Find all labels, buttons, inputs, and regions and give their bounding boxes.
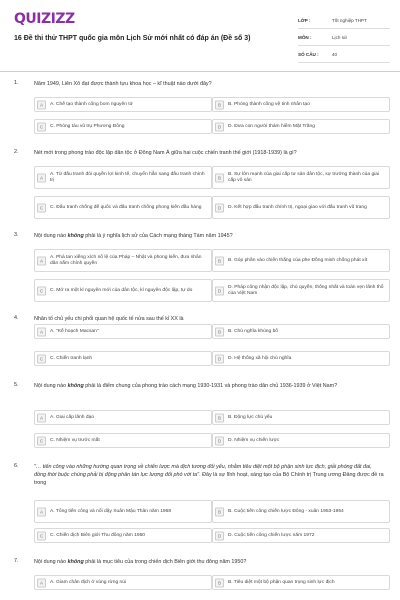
question-number: 4. [14, 315, 19, 321]
option-text: B. Góp phần vào chiến thắng của phe Đồng minh chống phát xít [228, 257, 368, 263]
option-letter-box: B [215, 173, 224, 182]
option-letter-box: B [215, 413, 224, 422]
option-letter-box: C [37, 122, 46, 131]
question-number: 6. [14, 463, 19, 469]
answer-option-c[interactable] [34, 351, 212, 366]
option-letter-box: A [37, 256, 46, 265]
option-text: A. Giai cấp lãnh đạo [50, 414, 95, 420]
option-text: A. Phá tan xiềng xích nô lệ của Pháp – Nhật và phong kiến, đưa nhân dân nắm chính quyền [50, 254, 202, 266]
option-text: B. Tiêu diệt một bộ phận quan trọng sinh lực địch [228, 579, 335, 585]
option-letter-box: D [215, 203, 224, 212]
meta-row-class [298, 12, 390, 29]
quizizz-logo: QUIZIZZ [14, 11, 75, 27]
answer-option-a[interactable] [34, 324, 212, 339]
option-letter-box: D [215, 122, 224, 131]
answer-option-c[interactable] [34, 279, 212, 302]
option-letter-box: A [37, 100, 46, 109]
option-text: A. Chế tạo thành công bom nguyên tử [50, 101, 133, 107]
answer-option-b[interactable] [212, 97, 390, 112]
answer-option-d[interactable] [212, 433, 390, 448]
meta-key: SỐ CÂU : [298, 51, 319, 57]
option-text: A. Từ đấu tranh đòi quyền lợi kinh tế, chuyển hẳn sang đấu tranh chính trị [50, 171, 205, 183]
question-number: 3. [14, 232, 19, 238]
option-text: B. Sự lớn mạnh của giai cấp tư sản dân tộc, sự trưởng thành của giai cấp vô sản [228, 171, 380, 183]
option-text: D. Hệ thống xã hội chủ nghĩa [228, 355, 292, 361]
option-letter-box: D [215, 531, 224, 540]
option-letter-box: D [215, 354, 224, 363]
meta-table [298, 12, 390, 63]
option-text: A. Tổng tiến công và nổi dậy Xuân Mậu Thân năm 1968 [50, 508, 172, 514]
answer-option-c[interactable] [34, 433, 212, 448]
answer-option-a[interactable] [34, 410, 212, 425]
question-number: 1. [14, 80, 19, 86]
question-text: Nội dung nào không phải là điểm chung của phong trào cách mạng 1930-1931 và phong trào dân chủ 1936-1939 ở Việt Nam? [34, 383, 338, 389]
option-letter-box: C [37, 354, 46, 363]
option-text: D. Nhiệm vụ chiến lược [228, 437, 280, 443]
option-letter-box: A [37, 173, 46, 182]
answer-option-d[interactable] [212, 528, 390, 543]
option-text: D. Pháp công nhận độc lập, chủ quyền, thống nhất và toàn vẹn lãnh thổ của Việt Nam [228, 284, 384, 296]
question-text: Nhân tố chủ yếu chi phối quan hệ quốc tế nửa sau thế kỉ XX là [34, 316, 184, 322]
answer-option-d[interactable] [212, 351, 390, 366]
option-text: C. Mở ra một kỉ nguyên mới của dân tộc, kỉ nguyên độc lập, tự do [50, 287, 193, 293]
answer-option-c[interactable] [34, 119, 212, 134]
option-text: C. Chiến dịch Biên giới Thu đông năm 1950 [50, 532, 146, 538]
option-text: B. Cuộc tiến công chiến lược Đông - xuân 1953-1954 [228, 508, 344, 514]
meta-value: Tốt nghiệp THPT [332, 17, 367, 23]
option-text: C. Đấu tranh chống đế quốc và đấu tranh chống phong kiến đầu hàng [50, 204, 202, 210]
option-letter-box: B [215, 578, 224, 587]
answer-option-d[interactable] [212, 119, 390, 134]
option-text: D. Kết hợp đấu tranh chính trị, ngoại giao với đấu tranh vũ trang [228, 204, 367, 210]
answer-option-b[interactable] [212, 324, 390, 339]
meta-value: 40 [332, 51, 338, 57]
page-title: 16 Đề thi thử THPT quốc gia môn Lịch Sử mới nhất có đáp án (Đề số 3) [14, 35, 251, 42]
option-letter-box: C [37, 436, 46, 445]
option-text: A. Giam chân địch ở vùng rừng núi [50, 579, 127, 585]
meta-row-count [298, 46, 390, 63]
answer-option-a[interactable] [34, 166, 212, 189]
option-text: C. Chiến tranh lạnh [50, 355, 93, 361]
question-text: Nội dung nào không phải là mục tiêu của trong chiến dịch Biên giới thu đông năm 1950? [34, 559, 247, 565]
answer-option-b[interactable] [212, 410, 390, 425]
question-text: Nét mới trong phong trào độc lập dân tộc ở Đông Nam Á giữa hai cuộc chiến tranh thế giới (1918-1939) là gì? [34, 150, 297, 156]
meta-key: LỚP : [298, 17, 311, 23]
option-text: B. Phóng thành công vệ tinh nhân tạo [228, 101, 310, 107]
question-text: Năm 1949, Liên Xô đạt được thành tựu khoa học – kĩ thuật nào dưới đây? [34, 81, 212, 87]
option-letter-box: B [215, 256, 224, 265]
answer-option-b[interactable] [212, 249, 390, 272]
answer-option-a[interactable] [34, 249, 212, 272]
question-number: 2. [14, 149, 19, 155]
option-letter-box: B [215, 327, 224, 336]
option-letter-box: A [37, 578, 46, 587]
option-letter-box: C [37, 203, 46, 212]
option-letter-box: A [37, 413, 46, 422]
meta-row-subject [298, 29, 390, 46]
option-text: D. Cuộc tiến công chiến lược năm 1972 [228, 532, 315, 538]
option-text: C. Nhiệm vụ trước mắt [50, 437, 100, 443]
option-text: B. Động lực chủ yếu [228, 414, 273, 420]
meta-value: Lịch sử [332, 34, 348, 40]
option-letter-box: A [37, 507, 46, 516]
question-text: Nội dung nào không phải là ý nghĩa lịch sử của Cách mạng tháng Tám năm 1945? [34, 233, 233, 239]
answer-option-c[interactable] [34, 528, 212, 543]
answer-option-b[interactable] [212, 575, 390, 590]
answer-option-a[interactable] [34, 500, 212, 523]
option-text: B. Chủ nghĩa khủng bố [228, 328, 279, 334]
option-text: A. "Kế hoạch Macsan" [50, 328, 99, 334]
option-letter-box: D [215, 436, 224, 445]
option-letter-box: A [37, 327, 46, 336]
option-letter-box: B [215, 100, 224, 109]
answer-option-a[interactable] [34, 97, 212, 112]
option-text: D. Đưa con người thám hiểm Mặt Trăng [228, 123, 315, 129]
option-letter-box: B [215, 507, 224, 516]
question-text: "… tiến công vào những hướng quan trọng về chiến lược mà địch tương đối yếu, nhằm tiêu diệt một bộ phận sinh lực địch, giải phóng đất đai, đồng thời buộc chúng phải bị động phân tán lực lượng đối phó với ta". Đây là sự lĩnh hoạt, sáng tạo của Bộ Chính trị Trung ương Đảng được đề ra trong [34, 464, 384, 486]
question-number: 7. [14, 558, 19, 564]
answer-option-b[interactable] [212, 500, 390, 523]
option-letter-box: D [215, 286, 224, 295]
answer-option-b[interactable] [212, 166, 390, 189]
header-divider [0, 71, 400, 72]
answer-option-d[interactable] [212, 196, 390, 219]
option-letter-box: C [37, 286, 46, 295]
worksheet-header [0, 0, 400, 68]
option-text: C. Phóng tàu vũ trụ Phương Đông [50, 123, 125, 129]
option-letter-box: C [37, 531, 46, 540]
answer-option-a[interactable] [34, 575, 212, 590]
answer-option-c[interactable] [34, 196, 212, 219]
question-number: 5. [14, 382, 19, 388]
answer-option-d[interactable] [212, 279, 390, 302]
meta-key: MÔN : [298, 34, 312, 40]
